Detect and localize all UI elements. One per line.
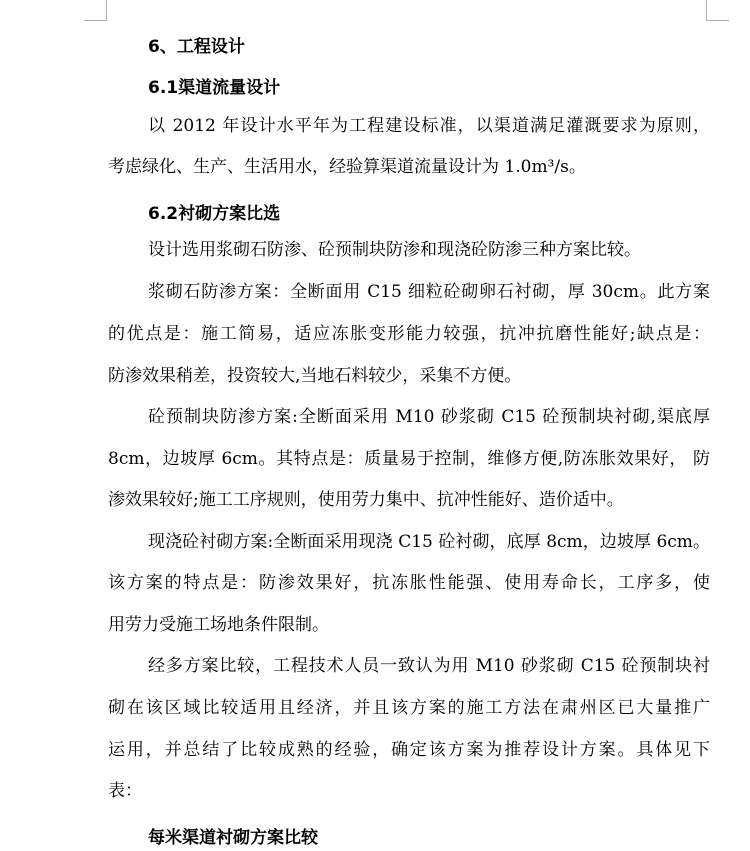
paragraph-line: 以 2012 年设计水平年为工程建设标准，以渠道满足灌溉要求为原则， [148,116,710,136]
subsection-heading-lining-options: 6.2衬砌方案比选 [148,204,281,224]
paragraph-line: 运用，并总结了比较成熟的经验，确定该方案为推荐设计方案。具体见下 [108,740,710,760]
subsection-heading-flow-design: 6.1渠道流量设计 [148,78,281,98]
paragraph-line: 渗效果较好;施工工序规则，使用劳力集中、抗冲性能好、造价适中。 [108,490,624,510]
paragraph-line: 设计选用浆砌石防渗、砼预制块防渗和现浇砼防渗三种方案比较。 [148,240,641,260]
paragraph-line: 该方案的特点是：防渗效果好，抗冻胀性能强、使用寿命长，工序多，使 [108,573,710,593]
paragraph-line: 防渗效果稍差，投资较大,当地石料较少，采集不方便。 [108,366,522,386]
paragraph-line: 的优点是：施工简易，适应冻胀变形能力较强，抗冲抗磨性能好;缺点是： [108,324,710,344]
table-title: 每米渠道衬砌方案比较 [148,828,318,848]
paragraph-line: 浆砌石防渗方案：全断面用 C15 细粒砼砌卵石衬砌，厚 30cm。此方案 [148,282,710,302]
paragraph-line: 经多方案比较，工程技术人员一致认为用 M10 砂浆砌 C15 砼预制块衬 [148,656,710,676]
page-corner-mark-left [84,0,107,21]
paragraph-line: 表： [108,781,142,801]
page-corner-mark-right [706,0,729,21]
paragraph-line: 砼预制块防渗方案:全断面采用 M10 砂浆砌 C15 砼预制块衬砌,渠底厚 [148,407,710,427]
section-heading: 6、工程设计 [148,37,245,57]
paragraph-line: 考虑绿化、生产、生活用水，经验算渠道流量设计为 1.0m³/s。 [108,157,586,177]
paragraph-line: 用劳力受施工场地条件限制。 [108,615,329,635]
paragraph-line: 8cm，边坡厚 6cm。其特点是：质量易于控制，维修方便,防冻胀效果好， 防 [108,449,710,469]
paragraph-line: 现浇砼衬砌方案:全断面采用现浇 C15 砼衬砌，底厚 8cm，边坡厚 6cm。 [148,532,710,552]
paragraph-line: 砌在该区域比较适用且经济，并且该方案的施工方法在肃州区已大量推广 [108,698,710,718]
